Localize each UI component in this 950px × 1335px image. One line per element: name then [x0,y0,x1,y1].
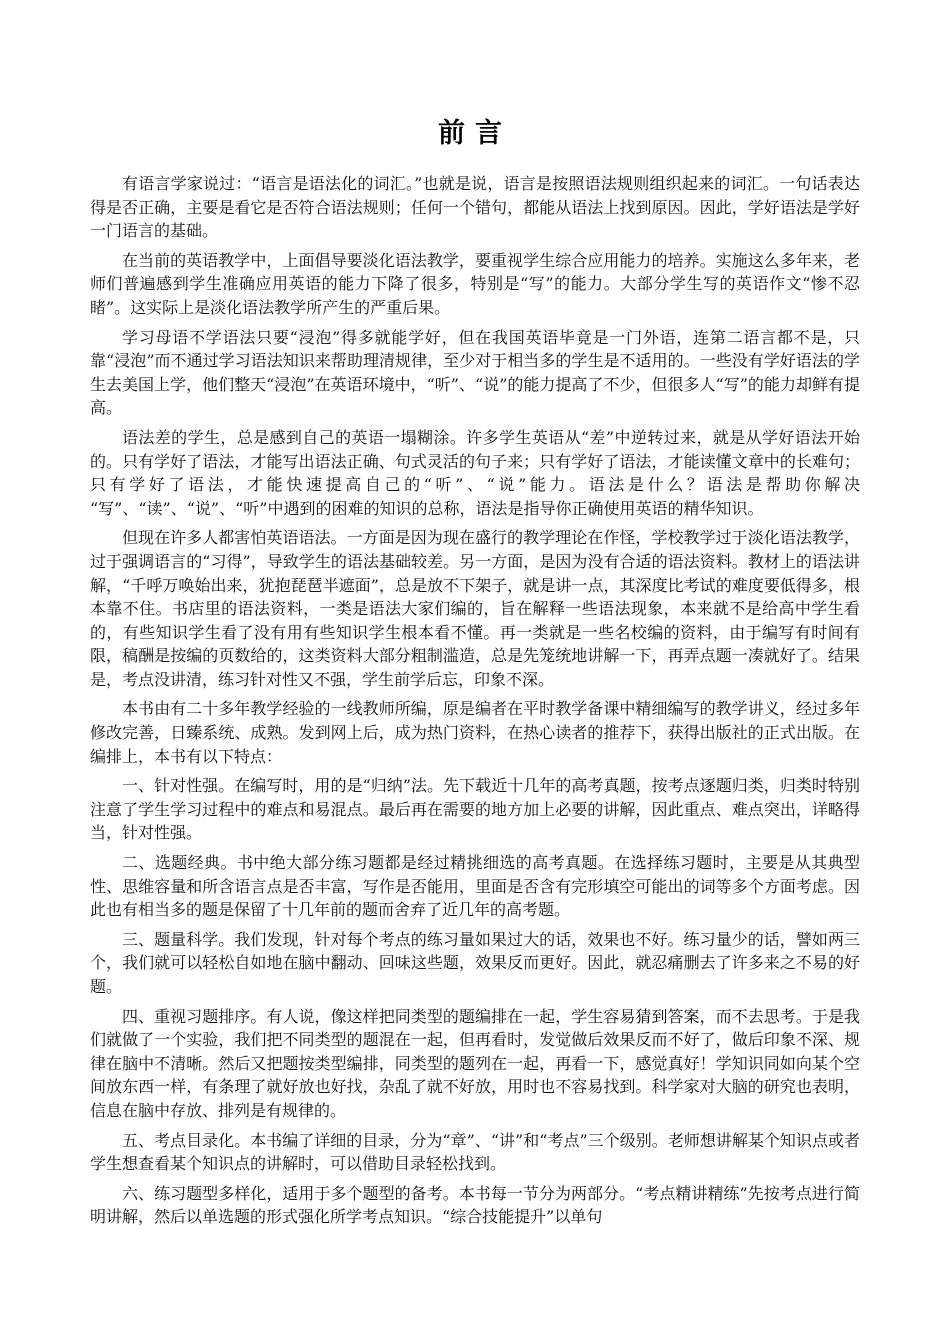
page-title: 前言 [438,118,512,149]
paragraph-10: 四、重视习题排序。有人说，像这样把同类型的题编排在一起，学生容易猜到答案，而不去思考。于是我们就做了一个实验，我们把不同类型的题混在一起，但再看时，发觉做后效果反而不好了，做后印象不深、规律在脑中不清晰。然后又把题按类型编排，同类型的题列在一起，再看一下，感觉真好！学知识同如向某个空间放东西一样，有条理了就好放也好找，杂乱了就不好放，用时也不容易找到。科学家对大脑的研究也表明，信息在脑中存放、排列是有规律的。 [90,1006,860,1120]
paragraph-8: 二、选题经典。书中绝大部分练习题都是经过精挑细选的高考真题。在选择练习题时，主要是从其典型性、思维容量和所含语言点是否丰富，写作是否能用，里面是否含有完形填空可能出的词等多个方面考虑。因此也有相当多的题是保留了十几年前的题而舍弃了近几年的高考题。 [90,853,860,920]
paragraph-6: 本书由有二十多年教学经验的一线教师所编，原是编者在平时教学备课中精细编写的教学讲义，经过多年修改完善，日臻系统、成熟。发到网上后，成为热门资料，在热心读者的推荐下，获得出版社的正式出版。在编排上，本书有以下特点： [90,699,860,766]
paragraph-12: 六、练习题型多样化，适用于多个题型的备考。本书每一节分为两部分。“考点精讲精练”先按考点进行简明讲解，然后以单选题的形式强化所学考点知识。“综合技能提升”以单句 [90,1183,860,1227]
paragraph-9: 三、题量科学。我们发现，针对每个考点的练习量如果过大的话，效果也不好。练习量少的话，譬如两三个，我们就可以轻松自如地在脑中翻动、回味这些题，效果反而更好。因此，就忍痛删去了许多来之不易的好题。 [90,929,860,996]
paragraph-2: 在当前的英语教学中，上面倡导要淡化语法教学，要重视学生综合应用能力的培养。实施这么多年来，老师们普遍感到学生准确应用英语的能力下降了很多，特别是“写”的能力。大部分学生写的英语作文“惨不忍睹”。这实际上是淡化语法教学所产生的严重后果。 [90,250,860,317]
paragraph-7: 一、针对性强。在编写时，用的是“归纳”法。先下载近十几年的高考真题，按考点逐题归类，归类时特别注意了学生学习过程中的难点和易混点。最后再在需要的地方加上必要的讲解，因此重点、难点突出，详略得当，针对性强。 [90,776,860,843]
paragraph-1: 有语言学家说过：“语言是语法化的词汇。”也就是说，语言是按照语法规则组织起来的词汇。一句话表达得是否正确，主要是看它是否符合语法规则；任何一个错句，都能从语法上找到原因。因此，学好语法是学好一门语言的基础。 [90,174,860,241]
paragraph-5: 但现在许多人都害怕英语语法。一方面是因为现在盛行的教学理论在作怪，学校教学过于淡化语法教学，过于强调语言的“习得”，导致学生的语法基础较差。另一方面，是因为没有合适的语法资料。教材上的语法讲解，“千呼万唤始出来，犹抱琵琶半遮面”，总是放不下架子，就是讲一点，其深度比考试的难度要低得多，根本靠不住。书店里的语法资料，一类是语法大家们编的，旨在解释一些语法现象，本来就不是给高中学生看的，有些知识学生看了没有用有些知识学生根本看不懂。再一类就是一些名校编的资料，由于编写有时间有限，稿酬是按编的页数给的，这类资料大部分粗制滥造，总是先笼统地讲解一下，再弄点题一凑就好了。结果是，考点没讲清，练习针对性又不强，学生前学后忘，印象不深。 [90,528,860,689]
paragraph-11: 五、考点目录化。本书编了详细的目录，分为“章”、“讲”和“考点”三个级别。老师想讲解某个知识点或者学生想查看某个知识点的讲解时，可以借助目录轻松找到。 [90,1130,860,1174]
paragraph-3: 学习母语不学语法只要“浸泡”得多就能学好，但在我国英语毕竟是一门外语，连第二语言都不是，只靠“浸泡”而不通过学习语法知识来帮助理清规律，至少对于相当多的学生是不适用的。一些没有学好语法的学生去美国上学，他们整天“浸泡”在英语环境中，“听”、“说”的能力提高了不少，但很多人“写”的能力却鲜有提高。 [90,327,860,418]
paragraph-4: 语法差的学生，总是感到自己的英语一塌糊涂。许多学生英语从“差”中逆转过来，就是从学好语法开始的。只有学好了语法，才能写出语法正确、句式灵活的句子来；只有学好了语法，才能读懂文章中的长难句；只有学好了语法，才能快速提高自己的“听”、“说”能力。语法是什么？语法是帮助你解决 “写”、“读”、“说”、“听”中遇到的困难的知识的总称，语法是指导你正确使用英语的精华知识。 [90,427,860,518]
